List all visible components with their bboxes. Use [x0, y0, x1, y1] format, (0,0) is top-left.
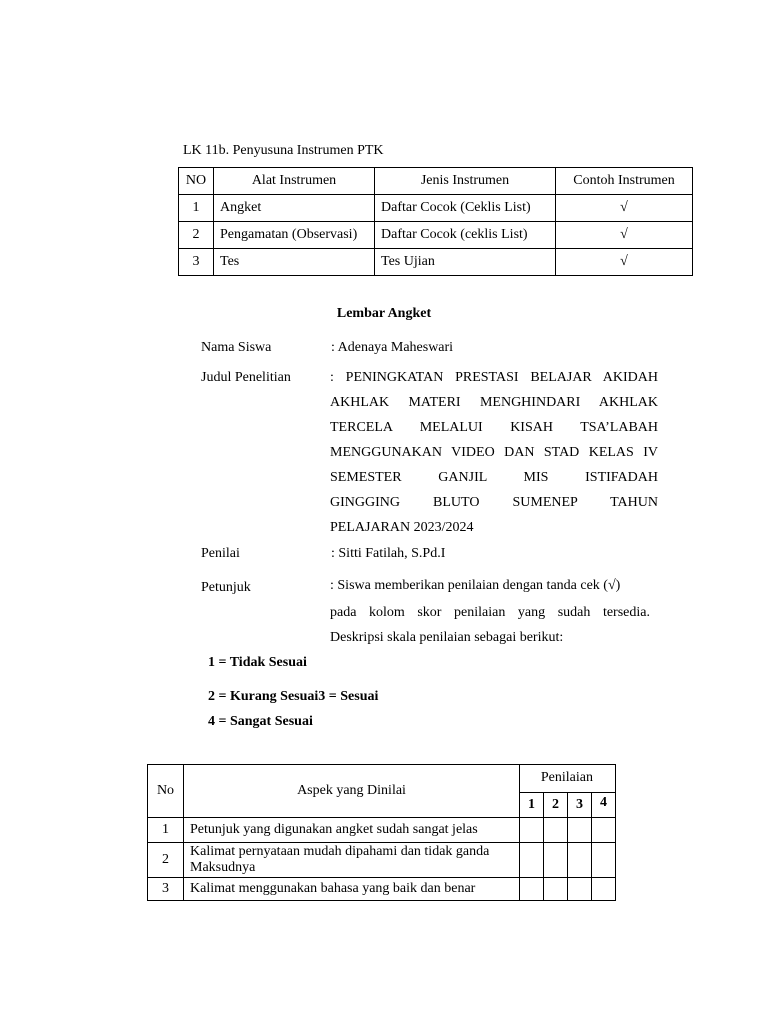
score-cell[interactable]	[520, 843, 544, 878]
score-header-3: 3	[568, 792, 592, 817]
header-contoh: Contoh Instrumen	[556, 168, 693, 195]
score-cell[interactable]	[544, 878, 568, 901]
header-no: No	[148, 765, 184, 818]
document-heading: LK 11b. Penyusuna Instrumen PTK	[183, 143, 384, 158]
table-header-row	[179, 168, 693, 195]
nama-value: : Adenaya Maheswari	[331, 340, 454, 355]
judul-line: SEMESTER GANJIL MIS ISTIFADAH	[330, 470, 658, 485]
assessment-table	[147, 764, 616, 901]
scale-line: 1 = Tidak Sesuai	[208, 655, 307, 670]
score-header-1: 1	[520, 792, 544, 817]
score-cell[interactable]	[520, 818, 544, 843]
penilai-label: Penilai	[201, 546, 240, 561]
judul-label: Judul Penelitian	[201, 370, 291, 385]
cell-aspek: Petunjuk yang digunakan angket sudah sangat jelas	[184, 818, 520, 843]
score-cell[interactable]	[544, 818, 568, 843]
judul-line: PELAJARAN 2023/2024	[330, 520, 474, 535]
score-cell[interactable]	[520, 878, 544, 901]
cell-alat: Tes	[214, 249, 375, 276]
cell-jenis: Daftar Cocok (ceklis List)	[375, 222, 556, 249]
petunjuk-label: Petunjuk	[201, 580, 251, 595]
judul-line: MENGGUNAKAN VIDEO DAN STAD KELAS IV	[330, 445, 658, 460]
header-penilaian: Penilaian	[520, 765, 616, 793]
petunjuk-line: pada kolom skor penilaian yang sudah tersedia.	[330, 605, 650, 620]
score-cell[interactable]	[592, 878, 616, 901]
cell-no: 2	[179, 222, 214, 249]
header-alat: Alat Instrumen	[214, 168, 375, 195]
nama-label: Nama Siswa	[201, 340, 272, 355]
judul-line: : PENINGKATAN PRESTASI BELAJAR AKIDAH	[330, 370, 658, 385]
cell-no: 2	[148, 843, 184, 878]
score-cell[interactable]	[568, 878, 592, 901]
scale-line: 2 = Kurang Sesuai3 = Sesuai	[208, 689, 379, 704]
score-cell[interactable]	[592, 843, 616, 878]
instrument-table	[178, 167, 693, 276]
header-jenis: Jenis Instrumen	[375, 168, 556, 195]
judul-line: TERCELA MELALUI KISAH TSA’LABAH	[330, 420, 658, 435]
check-mark: √	[556, 249, 693, 276]
form-title: Lembar Angket	[336, 306, 432, 321]
header-no: NO	[179, 168, 214, 195]
table-row	[148, 818, 616, 843]
check-mark: √	[556, 222, 693, 249]
table-row	[148, 878, 616, 901]
cell-no: 3	[179, 249, 214, 276]
score-cell[interactable]	[568, 843, 592, 878]
petunjuk-line: Deskripsi skala penilaian sebagai berikut:	[330, 630, 564, 645]
score-cell[interactable]	[592, 818, 616, 843]
cell-aspek: Kalimat pernyataan mudah dipahami dan tidak ganda Maksudnya	[184, 843, 520, 878]
score-cell[interactable]	[568, 818, 592, 843]
table-row	[179, 195, 693, 222]
cell-aspek: Kalimat menggunakan bahasa yang baik dan benar	[184, 878, 520, 901]
header-aspek: Aspek yang Dinilai	[184, 765, 520, 818]
scale-line: 4 = Sangat Sesuai	[208, 714, 313, 729]
table-header-row	[148, 765, 616, 793]
petunjuk-line: : Siswa memberikan penilaian dengan tanda cek (√)	[330, 578, 621, 593]
check-mark: √	[556, 195, 693, 222]
table-row	[179, 222, 693, 249]
cell-no: 3	[148, 878, 184, 901]
score-cell[interactable]	[544, 843, 568, 878]
score-header-2: 2	[544, 792, 568, 817]
cell-no: 1	[179, 195, 214, 222]
table-row	[179, 249, 693, 276]
cell-jenis: Tes Ujian	[375, 249, 556, 276]
table-row	[148, 843, 616, 878]
judul-line: AKHLAK MATERI MENGHINDARI AKHLAK	[330, 395, 658, 410]
cell-alat: Pengamatan (Observasi)	[214, 222, 375, 249]
cell-no: 1	[148, 818, 184, 843]
cell-jenis: Daftar Cocok (Ceklis List)	[375, 195, 556, 222]
judul-line: GINGGING BLUTO SUMENEP TAHUN	[330, 495, 658, 510]
score-header-4: 4	[592, 792, 616, 817]
cell-alat: Angket	[214, 195, 375, 222]
penilai-value: : Sitti Fatilah, S.Pd.I	[331, 546, 446, 561]
